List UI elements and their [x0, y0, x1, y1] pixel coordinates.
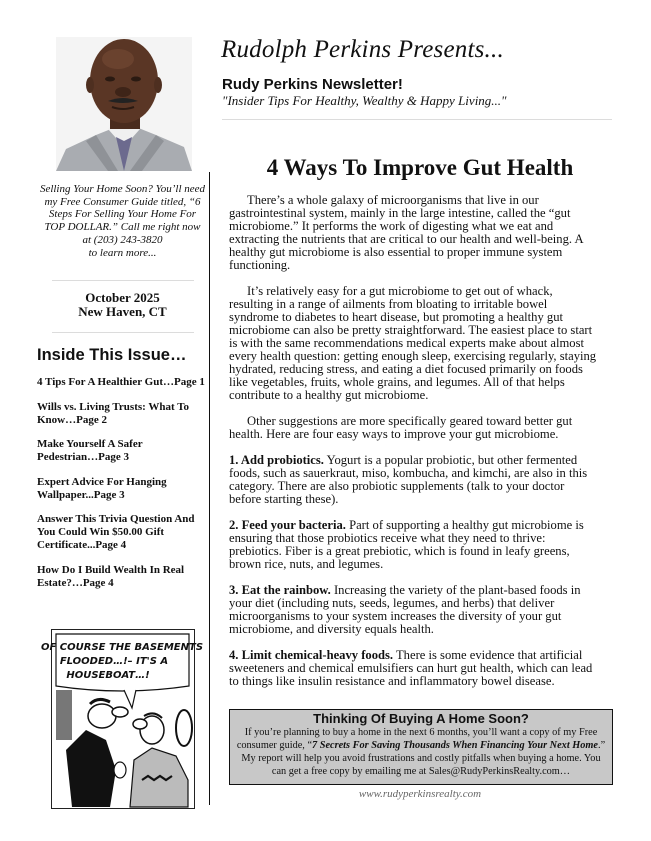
toc-item[interactable]: Make Yourself A Safer Pedestrian…Page 3 — [37, 438, 143, 463]
issue-date: October 2025 — [85, 290, 160, 305]
article-paragraph: There’s a whole galaxy of microorganisms that live in our gastrointestinal system, mainly in the large intestine, called the “gut microbiome.” It performs the work of digesting what we eat and extracting the nutrients that are critical to our health and well-being. A healthy gut microbiome is also essential to proper immune system functioning. — [229, 193, 583, 272]
promo-line: TOP DOLLAR.” Call me right now — [44, 221, 201, 234]
tip-item — [229, 519, 599, 571]
article-body — [229, 194, 599, 701]
svg-text:FLOODED…!– IT'S A: FLOODED…!– IT'S A — [59, 656, 169, 667]
sidebar-divider — [52, 280, 194, 281]
selling-promo — [30, 183, 215, 259]
promo-phone: at (203) 243-3820 — [82, 233, 163, 246]
column-divider — [209, 172, 210, 805]
portrait-image — [56, 37, 192, 171]
svg-text:OF COURSE THE BASEMENTS: OF COURSE THE BASEMENTS — [40, 642, 204, 653]
promo-line: Steps For Selling Your Home For — [48, 208, 197, 221]
toc-item[interactable]: 4 Tips For A Healthier Gut…Page 1 — [37, 376, 205, 388]
newsletter-tagline: "Insider Tips For Healthy, Wealthy & Happy Living..." — [222, 93, 507, 108]
toc-item[interactable]: Answer This Trivia Question And You Could Win $50.00 Gift Certificate...Page 4 — [37, 513, 195, 551]
buying-home-callout — [229, 709, 613, 785]
presents-title: Rudolph Perkins Presents... — [221, 36, 504, 63]
website-link[interactable]: www.rudyperkinsrealty.com — [358, 788, 482, 800]
tip-lead: 2. Feed your bacteria. — [229, 518, 346, 532]
promo-line: my Free Consumer Guide titled, “6 — [44, 195, 201, 208]
table-of-contents — [37, 376, 205, 601]
tip-lead: 3. Eat the rainbow. — [229, 583, 331, 597]
tip-item — [229, 584, 599, 636]
tip-text: Part of supporting a healthy gut microbiome is ensuring that those probiotics receive what they need to thrive: prebiotics. Fiber is a great prebiotic, which is found in leafy greens, brown rice, nuts, and legumes. — [229, 518, 584, 571]
callout-text: If you’re planning to buy a home in the next 6 months, you’ll want a copy of my Free consumer guide, “ — [236, 727, 598, 751]
tip-item — [229, 454, 599, 506]
houseboat-cartoon — [40, 629, 204, 809]
promo-line: Selling Your Home Soon? You’ll need — [39, 183, 206, 195]
sidebar-divider — [52, 332, 194, 333]
tip-lead: 4. Limit chemical-heavy foods. — [229, 648, 394, 662]
header-divider — [222, 119, 612, 120]
issue-info — [30, 291, 215, 318]
callout-guide-title: 7 Secrets For Saving Thousands When Financing Your Next Home — [312, 740, 599, 751]
tip-text: Yogurt is a popular probiotic, but other fermented foods, such as sauerkraut, miso, kombucha, and kimchi, are also in this category. There are also probiotic supplements (talk to your doctor before starting these). — [229, 453, 588, 506]
toc-item[interactable]: Expert Advice For Hanging Wallpaper...Page 3 — [37, 475, 167, 501]
promo-line: to learn more... — [88, 246, 157, 259]
cartoon-image — [40, 630, 204, 807]
callout-title: Thinking Of Buying A Home Soon? — [313, 711, 529, 726]
toc-item[interactable]: How Do I Build Wealth In Real Estate?…Page 4 — [37, 563, 185, 589]
callout-body — [230, 726, 612, 778]
tip-text: Increasing the variety of the plant-based foods in your diet (including nuts, seeds, legumes, and herbs) that deliver microorganisms to your system increases the diversity of your gut microbiome, and diversity equals health. — [229, 583, 581, 636]
callout-text: .” My report will help you avoid frustrations and costly pitfalls when buying a home. You can get a free copy by emailing me at Sales@RudyPerkinsRealty.com… — [241, 740, 606, 777]
toc-item[interactable]: Wills vs. Living Trusts: What To Know…Page 2 — [37, 400, 190, 426]
tip-lead: 1. Add probiotics. — [229, 453, 324, 467]
issue-location: New Haven, CT — [78, 303, 167, 319]
author-photo — [56, 37, 192, 171]
tip-text: There is some evidence that artificial sweeteners and chemical emulsifiers can hurt gut health, which can lead to things like insulin resistance and inflammatory bowel disease. — [229, 648, 593, 688]
article-paragraph: Other suggestions are more specifically geared toward better gut health. Here are four easy ways to improve your gut microbiome. — [229, 414, 573, 441]
inside-issue-title: Inside This Issue… — [37, 346, 187, 364]
article-paragraph: It’s relatively easy for a gut microbiome to get out of whack, resulting in a range of ailments from bloating to irritable bowel syndrome to diabetes to heart disease, but promoting a healthy gut microbiome can also be pretty straightforward. The easiest place to start is with the same recommendations medical experts make about almost every health question: getting enough sleep, exercising regularly, staying hydrated, reducing stress, and eating a diet focused primarily on foods like vegetables, fruits, whole grains, and legumes. All of that helps contribute to a healthy gut microbiome. — [229, 284, 597, 402]
newsletter-title: Rudy Perkins Newsletter! — [222, 76, 403, 93]
article-headline: 4 Ways To Improve Gut Health — [266, 155, 574, 180]
svg-text:HOUSEBOAT…!: HOUSEBOAT…! — [66, 670, 150, 681]
tip-item — [229, 649, 599, 688]
